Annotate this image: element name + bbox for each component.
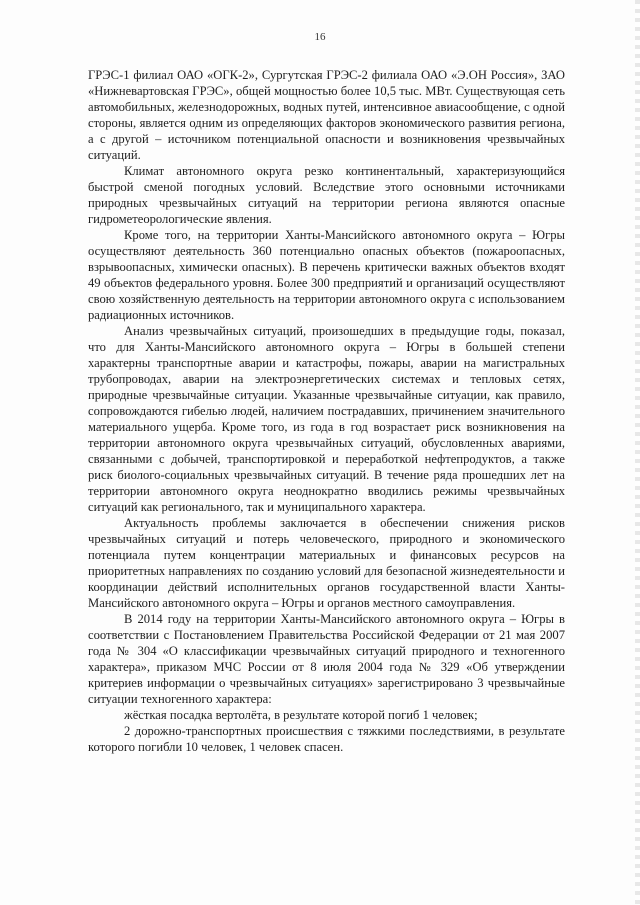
document-body <box>88 67 565 755</box>
paragraph-3: Кроме того, на территории Ханты-Мансийского автономного округа – Югры осуществляют деятельность 360 потенциально опасных объектов (пожароопасных, взрывоопасных, химически опасных). В перечень критически важных объектов входят 49 объектов федерального уровня. Более 300 предприятий и организаций осуществляют свою хозяйственную деятельность на территории автономного округа с использованием радиационных источников. <box>88 228 565 322</box>
page-number: 16 <box>314 31 326 43</box>
paragraph-4: Анализ чрезвычайных ситуаций, произошедших в предыдущие годы, показал, что для Ханты-Мансийского автономного округа – Югры в большей степени характерны транспортные аварии и катастрофы, пожары, аварии на магистральных трубопроводах, аварии на электроэнергетических системах и тепловых сетях, природные чрезвычайные ситуации. Указанные чрезвычайные ситуации, как правило, сопровождаются гибелью людей, наличием пострадавших, причинением значительного материального ущерба. Кроме того, из года в год возрастает риск возникновения на территории автономного округа чрезвычайных ситуаций, обусловленных авариями, связанными с добычей, транспортировкой и переработкой нефтепродуктов, а также риск биолого-социальных чрезвычайных ситуаций. В течение ряда прошедших лет на территории автономного округа неоднократно вводились режимы чрезвычайных ситуаций как регионального, так и муниципального характера. <box>88 324 565 514</box>
paragraph-2: Климат автономного округа резко континентальный, характеризующийся быстрой сменой погодных условий. Вследствие этого основными источниками природных чрезвычайных ситуаций на территории региона являются опасные гидрометеорологические явления. <box>88 164 565 226</box>
paragraph-7: жёсткая посадка вертолёта, в результате которой погиб 1 человек; <box>124 708 478 722</box>
scan-edge <box>635 0 640 905</box>
paragraph-8: 2 дорожно-транспортных происшествия с тяжкими последствиями, в результате которого погибли 10 человек, 1 человек спасен. <box>88 724 565 754</box>
paragraph-1: ГРЭС-1 филиал ОАО «ОГК-2», Сургутская ГРЭС-2 филиала ОАО «Э.ОН Россия», ЗАО «Нижневартовская ГРЭС», общей мощностью более 10,5 тыс. МВт. Существующая сеть автомобильных, железнодорожных, водных путей, интенсивное авиасообщение, с одной стороны, является одним из определяющих факторов экономического развития региона, а с другой – источником потенциальной опасности и возникновения чрезвычайных ситуаций. <box>88 68 565 162</box>
paragraph-6: В 2014 году на территории Ханты-Мансийского автономного округа – Югры в соответствии с Постановлением Правительства Российской Федерации от 21 мая 2007 года № 304 «О классификации чрезвычайных ситуаций природного и техногенного характера», приказом МЧС России от 8 июля 2004 года № 329 «Об утверждении критериев информации о чрезвычайных ситуациях» зарегистрировано 3 чрезвычайные ситуации техногенного характера: <box>88 612 565 706</box>
paragraph-5: Актуальность проблемы заключается в обеспечении снижения рисков чрезвычайных ситуаций и потерь человеческого, природного и экономического потенциала путем концентрации материальных и финансовых ресурсов на приоритетных направлениях по созданию условий для безопасной жизнедеятельности и координации действий исполнительных органов государственной власти Ханты-Мансийского автономного округа – Югры и органов местного самоуправления. <box>88 516 565 610</box>
